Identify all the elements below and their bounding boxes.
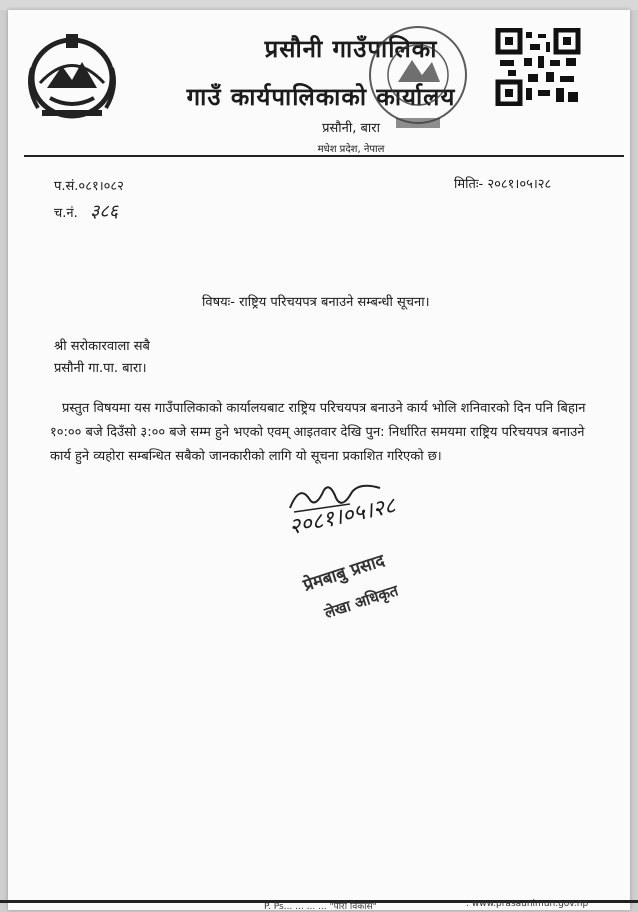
signatory-title-stamp: लेखा अधिकृत: [322, 581, 401, 623]
letter-subject: विषयः- राष्ट्रिय परिचयपत्र बनाउने सम्बन्धी सूचना।: [202, 295, 430, 310]
footer-website: : www.prasaunimun.gov.np: [466, 899, 589, 909]
qr-code-icon: [494, 28, 582, 106]
scan-top-strip: [0, 0, 638, 10]
letter-body: प्रस्तुत विषयमा यस गाउँपालिकाको कार्यालयबाट राष्ट्रिय परिचयपत्र बनाउने कार्य भोलि शनिवारको दिन पनि बिहान १०:०० बजे दिउँसो ३:०० बजे सम्म हुने भएको एवम् आइतवार देखि पुन: निर्धारित समयमा राष्ट्रिय परिचयपत्र बनाउने कार्य हुने व्यहोरा सम्बन्धित सबैको जानकारीको लागि यो सूचना प्रकाशित गरिएको छ।: [50, 401, 586, 464]
recipient-line-1: श्री सरोकारवाला सबै: [54, 339, 150, 354]
office-name: प्रसौनी गाउँपालिका: [264, 35, 438, 63]
office-location: प्रसौनी, बारा: [322, 121, 380, 136]
recipient-line-2: प्रसौनी गा.पा. बारा।: [54, 361, 147, 376]
office-province: मधेश प्रदेश, नेपाल: [317, 144, 385, 155]
header-divider: [24, 155, 624, 157]
office-subtitle: गाउँ कार्यपालिकाको कार्यालय: [186, 83, 456, 111]
footer-slogan: P. Ps... ... ... ... "पीरो विकास": [264, 902, 377, 912]
office-seal-stamp-icon: [360, 20, 475, 140]
letter-date: मितिः- २०८१।०५।२८: [454, 177, 552, 192]
reference-number: प.सं.०८१।०८२: [54, 179, 124, 194]
signatory-name-stamp: प्रेमबाबु प्रसाद: [300, 550, 388, 596]
signature-handwritten-date: २०८१।०५।२८: [286, 493, 398, 541]
dispatch-number-handwritten: ३८६: [90, 201, 119, 222]
dispatch-label: च.नं.: [54, 206, 78, 221]
